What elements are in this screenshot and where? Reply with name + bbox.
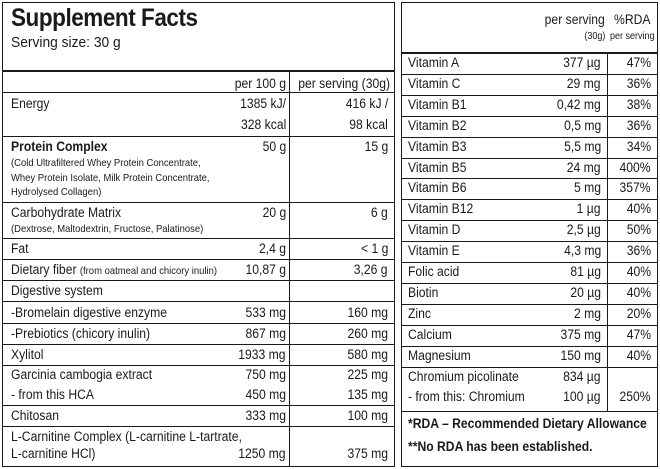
vitamin-amount: 1 µg (577, 201, 601, 217)
row-carnitine-v100: 1250 mg (238, 446, 286, 461)
vitamin-name: Vitamin E (408, 243, 460, 259)
vitamin-rda: 40% (626, 264, 651, 279)
divider (402, 325, 657, 326)
vitamin-amount: 5 mg (573, 180, 601, 196)
vitamin-name: Vitamin C (408, 75, 461, 91)
row-protein-sub: Hydrolysed Collagen) (11, 186, 102, 198)
divider (402, 52, 657, 54)
row-carb-vserv: 6 g (371, 205, 388, 220)
vitamin-name: Vitamin B1 (408, 96, 467, 112)
vitamin-rda: 40% (626, 284, 651, 300)
divider (402, 220, 657, 221)
vitamin-name: Vitamin B6 (408, 180, 467, 196)
row-hca-name: - from this HCA (11, 387, 95, 402)
divider (3, 405, 394, 406)
row-prebiotics-vserv: 260 mg (347, 326, 388, 341)
divider (3, 92, 394, 93)
divider (402, 74, 657, 75)
row-chitosan-name: Chitosan (11, 408, 59, 423)
divider (402, 178, 657, 179)
divider (3, 238, 394, 239)
divider (3, 365, 394, 366)
row-digestive-name: Digestive system (11, 283, 103, 298)
vitamin-rda: 250% (619, 389, 651, 405)
vitamin-name: Vitamin B3 (408, 138, 467, 154)
page-title: Supplement Facts (11, 4, 198, 32)
row-garcinia-name: Garcinia cambogia extract (11, 367, 153, 382)
header-rda: %RDA (614, 12, 651, 27)
divider (3, 426, 394, 427)
header-per-serving: per serving (544, 12, 605, 27)
vitamin-rda: 400% (619, 159, 651, 175)
row-fiber-name: Dietary fiber (from oatmeal and chicory inulin) (11, 262, 217, 277)
row-energy-vservb: 98 kcal (349, 117, 388, 132)
divider (402, 346, 657, 347)
vitamin-amount: 20 µg (570, 284, 601, 300)
row-carb-sub: (Dextrose, Maltodextrin, Fructose, Palatinose) (11, 223, 204, 235)
vitamin-name: Calcium (408, 326, 452, 342)
supplement-facts-panel (2, 2, 395, 467)
divider (402, 304, 657, 305)
row-protein-name: Protein Complex (11, 139, 108, 154)
divider (402, 283, 657, 284)
row-chitosan-vserv: 100 mg (347, 408, 388, 423)
vitamin-amount: 24 mg (567, 159, 601, 175)
row-hca-v100: 450 mg (245, 387, 286, 402)
divider (402, 241, 657, 242)
vitamin-name: - from this: Chromium (408, 389, 525, 405)
divider (3, 259, 394, 260)
divider (402, 199, 657, 200)
row-fat-vserv: < 1 g (360, 241, 388, 256)
header-per-serving: per serving (30g) (298, 76, 390, 91)
footnote-rda: *RDA – Recommended Dietary Allowance (408, 416, 647, 431)
divider (3, 323, 394, 324)
row-protein-vserv: 15 g (364, 139, 388, 154)
vitamin-name: Vitamin A (408, 55, 460, 70)
vitamin-amount: 29 mg (567, 75, 601, 91)
row-bromelain-v100: 533 mg (245, 305, 286, 320)
vitamins-minerals-panel (401, 2, 658, 467)
divider (3, 202, 394, 203)
divider (402, 367, 657, 368)
divider (402, 137, 657, 138)
column-divider (289, 70, 290, 466)
row-energy-name: Energy (11, 96, 50, 111)
row-garcinia-v100: 750 mg (245, 367, 286, 382)
vitamin-name: Vitamin D (408, 222, 461, 238)
row-garcinia-vserv: 225 mg (347, 367, 388, 382)
vitamin-amount: 834 µg (563, 368, 601, 384)
vitamin-amount: 100 µg (563, 389, 601, 405)
divider (3, 301, 394, 302)
row-carnitine-name: L-Carnitine Complex (L-carnitine L-tartrate, (11, 429, 242, 444)
vitamin-rda: 40% (626, 347, 651, 363)
header-rda-sub: per serving (609, 31, 654, 42)
row-xylitol-v100: 1933 mg (238, 347, 286, 362)
row-fat-v100: 2,4 g (258, 241, 286, 256)
vitamin-amount: 0,5 mg (563, 117, 601, 133)
divider (3, 280, 394, 281)
vitamin-amount: 377 µg (563, 55, 601, 70)
row-energy-vserv: 416 kJ / (345, 96, 388, 111)
row-prebiotics-name: -Prebiotics (chicory inulin) (11, 326, 151, 341)
header-per100: per 100 g (234, 76, 286, 91)
row-fiber-note: (from oatmeal and chicory inulin) (79, 265, 217, 277)
row-carnitine-name2: L-carnitine HCl) (11, 446, 96, 461)
row-energy-v100b: 328 kcal (240, 117, 286, 132)
vitamin-amount: 0,42 mg (557, 96, 601, 112)
vitamin-rda: 357% (619, 180, 651, 196)
vitamin-rda: 47% (626, 326, 651, 342)
divider (402, 411, 657, 412)
vitamin-rda: 36% (626, 117, 651, 133)
row-protein-sub: Whey Protein Isolate, Milk Protein Concentrate, (11, 172, 210, 184)
vitamin-amount: 2 mg (573, 305, 601, 321)
vitamin-amount: 5,5 mg (563, 138, 601, 154)
vitamin-name: Chromium picolinate (408, 368, 519, 384)
vitamin-name: Vitamin B5 (408, 159, 467, 175)
divider (402, 158, 657, 159)
row-bromelain-vserv: 160 mg (347, 305, 388, 320)
divider (402, 116, 657, 117)
row-fiber-vserv: 3,26 g (354, 262, 388, 277)
row-protein-v100: 50 g (262, 139, 286, 154)
footnote-no-rda: **No RDA has been established. (408, 439, 593, 454)
vitamin-rda: 47% (626, 55, 651, 70)
vitamin-rda: 20% (626, 305, 651, 321)
row-fat-name: Fat (11, 241, 29, 256)
divider (402, 95, 657, 96)
row-protein-sub: (Cold Ultrafiltered Whey Protein Concentrate, (11, 157, 201, 169)
vitamin-amount: 4,3 mg (563, 243, 601, 259)
row-hca-vserv: 135 mg (347, 387, 388, 402)
vitamin-rda: 34% (626, 138, 651, 154)
vitamin-name: Zinc (408, 305, 431, 321)
row-fiber-v100: 10,87 g (245, 262, 286, 277)
vitamin-rda: 50% (626, 222, 651, 238)
vitamin-amount: 150 mg (560, 347, 601, 363)
vitamin-name: Folic acid (408, 264, 460, 279)
vitamin-name: Vitamin B2 (408, 117, 467, 133)
vitamin-amount: 2,5 µg (566, 222, 601, 238)
divider (3, 70, 394, 72)
column-divider (607, 52, 608, 411)
row-carnitine-vserv: 375 mg (347, 446, 388, 461)
divider (3, 344, 394, 345)
serving-size: Serving size: 30 g (11, 34, 121, 51)
row-prebiotics-v100: 867 mg (245, 326, 286, 341)
vitamin-rda: 36% (626, 243, 651, 259)
row-chitosan-v100: 333 mg (245, 408, 286, 423)
row-carb-v100: 20 g (262, 205, 286, 220)
vitamin-name: Biotin (408, 284, 439, 300)
vitamin-name: Vitamin B12 (408, 201, 474, 217)
vitamin-name: Magnesium (408, 347, 471, 363)
row-xylitol-name: Xylitol (11, 347, 44, 362)
row-xylitol-vserv: 580 mg (347, 347, 388, 362)
row-carb-name: Carbohydrate Matrix (11, 205, 122, 220)
vitamin-rda: 36% (626, 75, 651, 91)
row-energy-v100: 1385 kJ/ (240, 96, 286, 111)
divider (3, 136, 394, 137)
vitamin-amount: 375 mg (560, 326, 601, 342)
vitamin-amount: 81 µg (570, 264, 601, 279)
vitamin-rda: 40% (626, 201, 651, 217)
vitamin-rda: 38% (626, 96, 651, 112)
row-bromelain-name: -Bromelain digestive enzyme (11, 305, 167, 320)
header-per-serving-sub: (30g) (583, 31, 605, 42)
divider (402, 262, 657, 263)
